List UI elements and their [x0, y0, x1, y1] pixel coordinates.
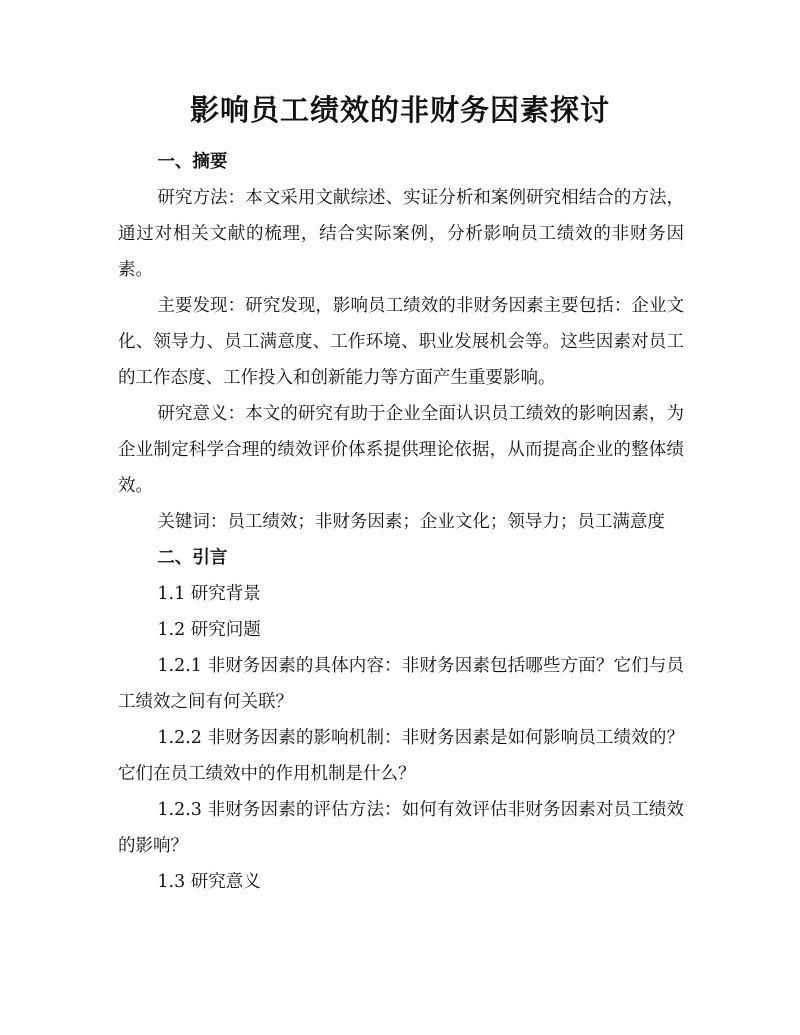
section-heading-abstract: 一、摘要 — [157, 152, 228, 172]
document-body — [118, 144, 684, 900]
keywords-paragraph: 关键词：员工绩效；非财务因素；企业文化；领导力；员工满意度 — [157, 512, 665, 532]
subsection-1-1: 1.1 研究背景 — [157, 584, 261, 604]
abstract-findings-paragraph: 主要发现：研究发现，影响员工绩效的非财务因素主要包括：企业文化、领导力、员工满意度、工作环境、职业发展机会等。这些因素对员工的工作态度、工作投入和创新能力等方面产生重要影响。 — [118, 296, 684, 388]
abstract-method-paragraph: 研究方法：本文采用文献综述、实证分析和案例研究相结合的方法，通过对相关文献的梳理，结合实际案例，分析影响员工绩效的非财务因素。 — [118, 188, 684, 280]
subsection-1-2-2: 1.2.2 非财务因素的影响机制：非财务因素是如何影响员工绩效的？它们在员工绩效中的作用机制是什么？ — [118, 728, 684, 784]
subsection-1-2: 1.2 研究问题 — [157, 620, 261, 640]
abstract-significance-paragraph: 研究意义：本文的研究有助于企业全面认识员工绩效的影响因素，为企业制定科学合理的绩效评价体系提供理论依据，从而提高企业的整体绩效。 — [118, 404, 684, 496]
document-title: 影响员工绩效的非财务因素探讨 — [189, 93, 610, 127]
section-heading-intro: 二、引言 — [157, 548, 228, 568]
subsection-1-3: 1.3 研究意义 — [157, 872, 261, 892]
subsection-1-2-1: 1.2.1 非财务因素的具体内容：非财务因素包括哪些方面？它们与员工绩效之间有何关联？ — [118, 656, 684, 712]
subsection-1-2-3: 1.2.3 非财务因素的评估方法：如何有效评估非财务因素对员工绩效的影响？ — [118, 800, 684, 856]
